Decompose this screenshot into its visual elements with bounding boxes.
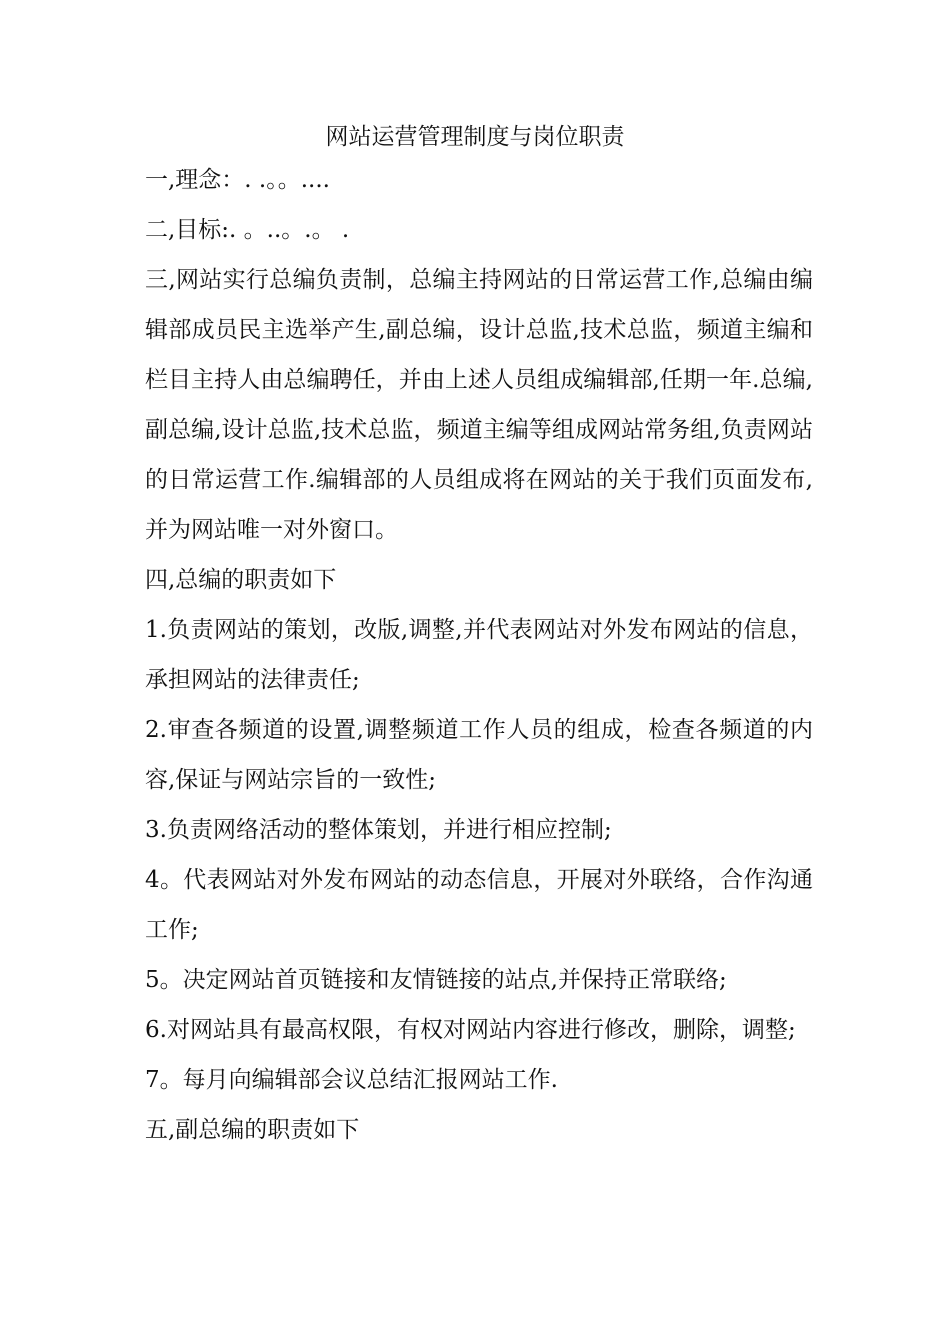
duty-item-4: 4。代表网站对外发布网站的动态信息，开展对外联络，合作沟通工作;	[145, 867, 813, 943]
duty-item-1: 1.负责网站的策划，改版,调整,并代表网站对外发布网站的信息，承担网站的法律责任;	[145, 617, 813, 693]
paragraph-editor-system: 三,网站实行总编负责制，总编主持网站的日常运营工作,总编由编辑部成员民主选举产生,副总编，设计总监,技术总监，频道主编和栏目主持人由总编聘任，并由上述人员组成编辑部,任期一年.总编,副总编,设计总监,技术总监，频道主编等组成网站常务组,负责网站的日常运营工作.编辑部的人员组成将在网站的关于我们页面发布,并为网站唯一对外窗口。	[145, 267, 813, 543]
duty-item-3: 3.负责网络活动的整体策划，并进行相应控制;	[145, 817, 612, 843]
duty-item-5: 5。决定网站首页链接和友情链接的站点,并保持正常联络;	[145, 967, 727, 993]
document-title: 网站运营管理制度与岗位职责	[325, 124, 625, 150]
duty-item-2: 2.审查各频道的设置,调整频道工作人员的组成，检查各频道的内容,保证与网站宗旨的一致性;	[145, 717, 813, 793]
duty-item-7: 7。每月向编辑部会议总结汇报网站工作.	[145, 1067, 558, 1093]
document-body	[145, 155, 813, 1155]
paragraph-philosophy: 一,理念：. .。。....	[145, 167, 330, 193]
heading-chief-editor-duties: 四,总编的职责如下	[145, 567, 337, 593]
duty-item-6: 6.对网站具有最高权限，有权对网站内容进行修改，删除，调整;	[145, 1017, 796, 1043]
paragraph-goals: 二,目标:. 。..。.。 .	[145, 217, 350, 243]
heading-deputy-editor-duties: 五,副总编的职责如下	[145, 1117, 360, 1143]
